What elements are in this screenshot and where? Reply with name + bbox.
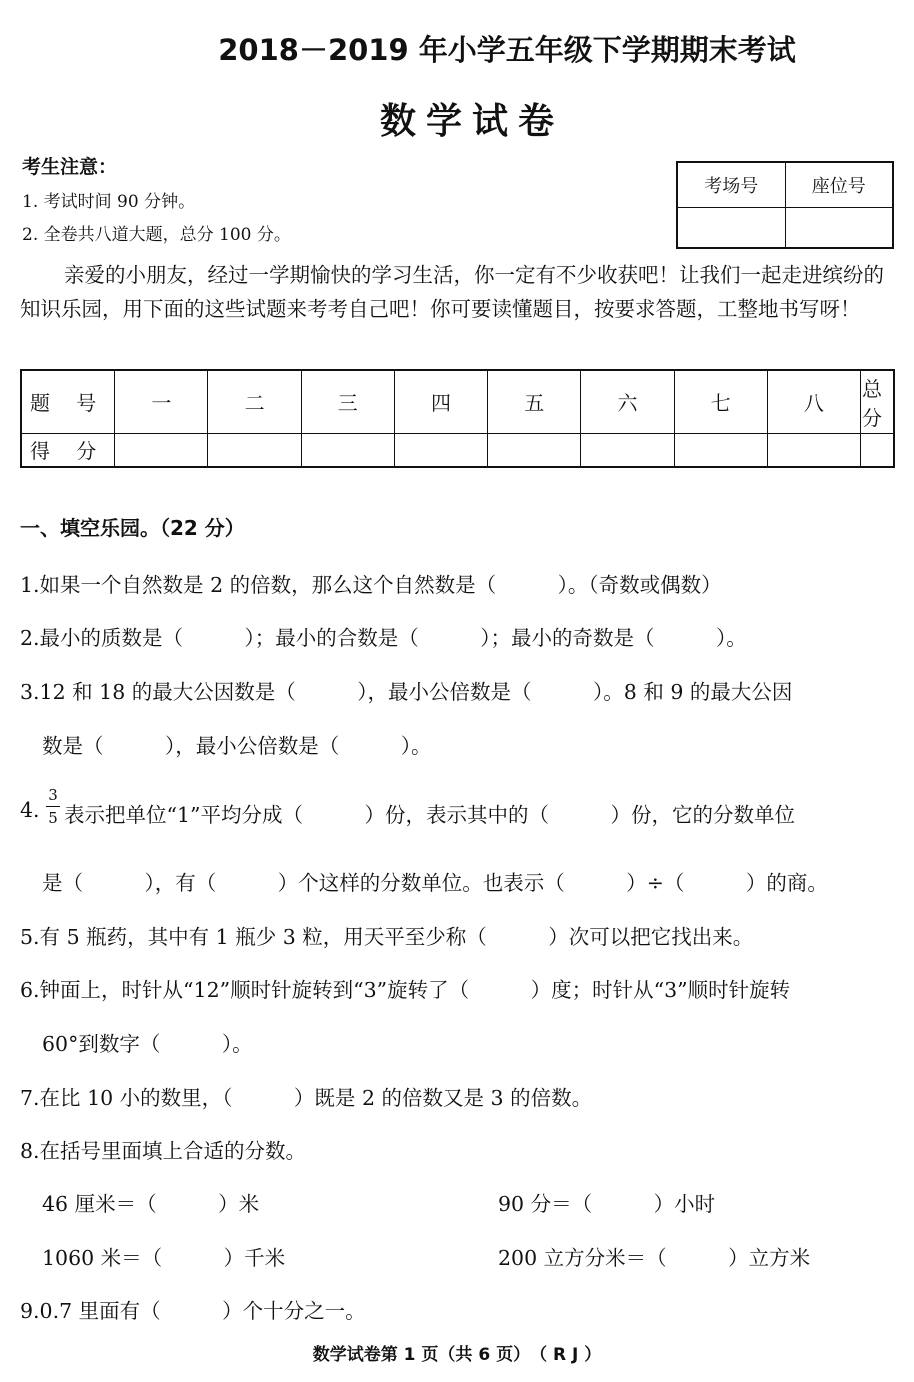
score-cell[interactable] <box>488 433 581 467</box>
score-header: 五 <box>488 370 581 433</box>
seat-number-cell[interactable] <box>785 208 893 249</box>
score-cell[interactable] <box>767 433 860 467</box>
score-header: 二 <box>208 370 301 433</box>
exam-subtitle: 数学试卷 <box>379 101 564 142</box>
score-cell[interactable] <box>581 433 674 467</box>
notice-item: 2. 全卷共八道大题，总分 100 分。 <box>22 225 291 245</box>
question-line: 5.有 5 瓶药，其中有 1 瓶少 3 粒，用天平至少称（ ）次可以把它找出来。 <box>20 925 754 949</box>
question-line: 1.如果一个自然数是 2 的倍数，那么这个自然数是（ ）。（奇数或偶数） <box>20 573 722 597</box>
intro-paragraph <box>20 258 896 326</box>
score-cell-total[interactable] <box>860 433 894 467</box>
section-title: 一、填空乐园。（22 分） <box>20 516 245 540</box>
fraction <box>46 784 60 829</box>
notice-heading: 考生注意： <box>22 156 118 178</box>
score-cell[interactable] <box>674 433 767 467</box>
score-table <box>20 369 895 468</box>
fraction-numerator: 3 <box>48 786 58 804</box>
question-line: 7.在比 10 小的数里，（ ）既是 2 的倍数又是 3 的倍数。 <box>20 1086 593 1110</box>
question-number: 4. <box>20 798 40 822</box>
fraction-denominator: 5 <box>46 806 60 829</box>
question-line: 9.0.7 里面有（ ）个十分之一。 <box>20 1299 366 1323</box>
score-header: 八 <box>767 370 860 433</box>
score-header-label: 题 号 <box>21 370 115 433</box>
question-line: 6.钟面上，时针从“12”顺时针旋转到“3”旋转了（ ）度；时针从“3”顺时针旋转 <box>20 978 791 1002</box>
question-line: 2.最小的质数是（ ）；最小的合数是（ ）；最小的奇数是（ ）。 <box>20 626 747 650</box>
seat-table <box>676 161 894 249</box>
score-cell[interactable] <box>115 433 208 467</box>
seat-header-room: 考场号 <box>677 162 785 208</box>
score-header: 七 <box>674 370 767 433</box>
score-header: 六 <box>581 370 674 433</box>
question-line: 数是（ ），最小公倍数是（ ）。 <box>42 734 432 758</box>
conversion-item: 200 立方分米＝（ ）立方米 <box>498 1246 811 1270</box>
intro-text: 亲爱的小朋友，经过一学期愉快的学习生活，你一定有不少收获吧！让我们一起走进缤纷的知识乐园，用下面的这些试题来考考自己吧！你可要读懂题目，按要求答题，工整地书写呀！ <box>20 263 884 321</box>
exam-title: 2018－2019 年小学五年级下学期期末考试 <box>218 33 796 67</box>
score-header-total: 总 分 <box>860 370 894 433</box>
score-header: 一 <box>115 370 208 433</box>
score-cell[interactable] <box>208 433 301 467</box>
question-line: 表示把单位“1”平均分成（ ）份，表示其中的（ ）份，它的分数单位 <box>64 803 796 827</box>
seat-header-seat: 座位号 <box>785 162 893 208</box>
room-number-cell[interactable] <box>677 208 785 249</box>
question-line: 是（ ），有（ ）个这样的分数单位。也表示（ ）÷（ ）的商。 <box>42 871 828 895</box>
question-line: 3.12 和 18 的最大公因数是（ ），最小公倍数是（ ）。8 和 9 的最大公因 <box>20 680 793 704</box>
score-cell[interactable] <box>301 433 394 467</box>
score-cell[interactable] <box>394 433 487 467</box>
question-line: 60°到数字（ ）。 <box>42 1032 253 1056</box>
conversion-item: 90 分＝（ ）小时 <box>498 1192 716 1216</box>
question-line: 8.在括号里面填上合适的分数。 <box>20 1139 307 1163</box>
score-header: 三 <box>301 370 394 433</box>
conversion-item: 1060 米＝（ ）千米 <box>42 1246 286 1270</box>
conversion-item: 46 厘米＝（ ）米 <box>42 1192 260 1216</box>
notice-item: 1. 考试时间 90 分钟。 <box>22 192 196 212</box>
score-header: 四 <box>394 370 487 433</box>
score-row-label: 得 分 <box>21 433 115 467</box>
page-footer: 数学试卷第 1 页（共 6 页） （ R J ） <box>312 1345 602 1365</box>
